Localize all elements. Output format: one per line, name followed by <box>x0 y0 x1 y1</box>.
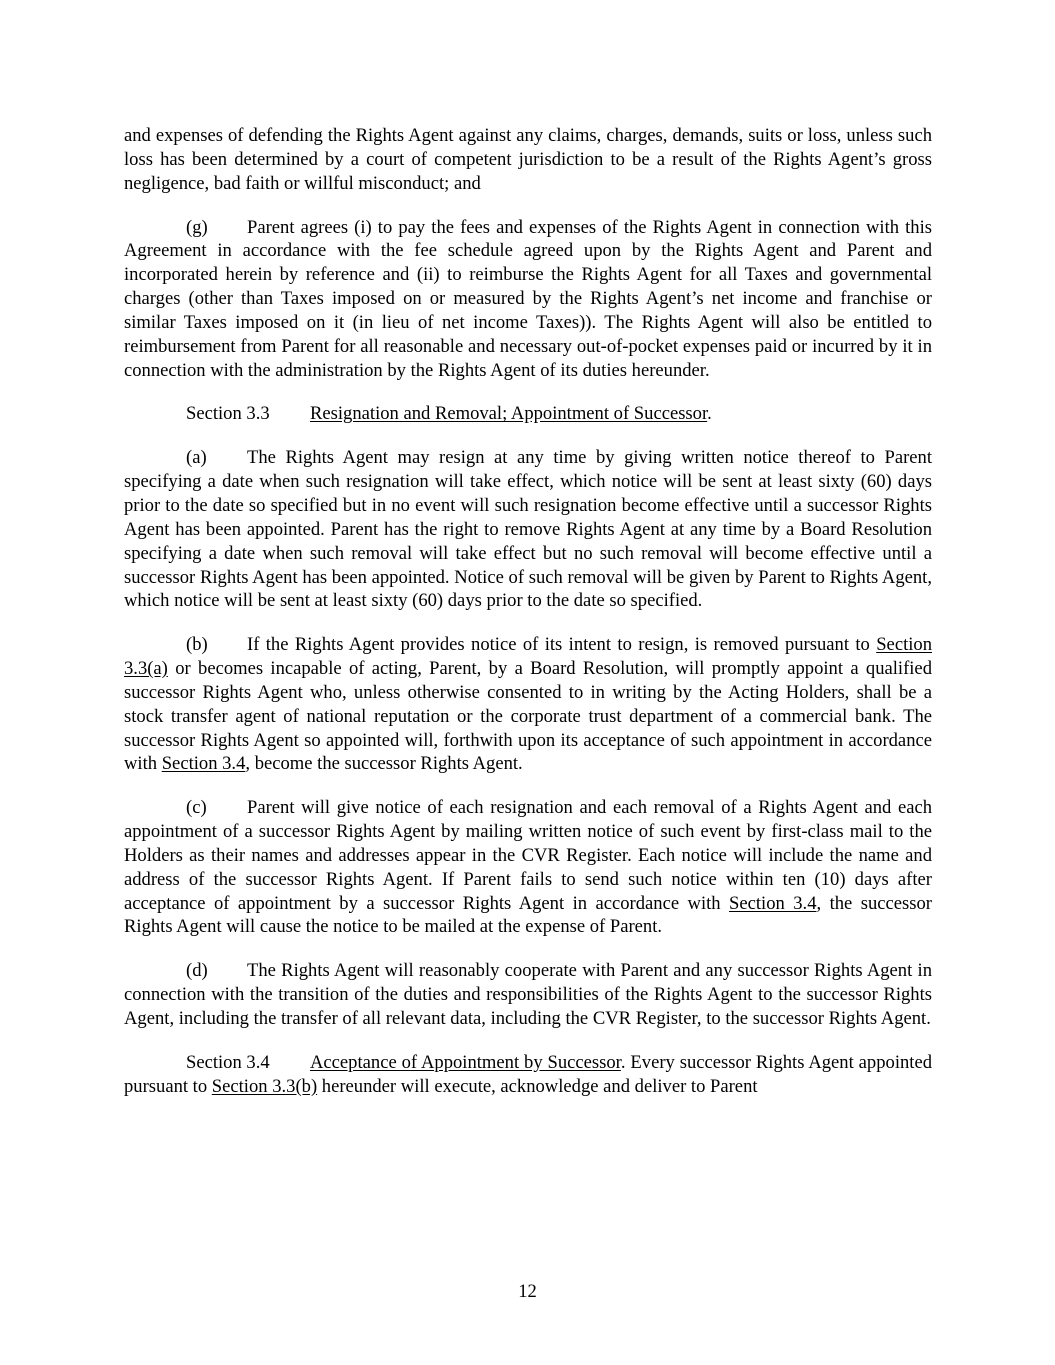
page-number: 12 <box>518 1281 537 1302</box>
paragraph-d-label: (d) <box>186 960 208 982</box>
paragraph-c-label: (c) <box>186 797 207 819</box>
paragraph-d <box>124 959 932 1031</box>
section-3-3-title: Resignation and Removal; Appointment of Successor <box>310 403 708 425</box>
intro-text: and expenses of defending the Rights Agent against any claims, charges, demands, suits or loss, unless such loss has been determined by a court of competent jurisdiction to be a result of the Rights Agent’s gross negligence, bad faith or willful misconduct; and <box>124 125 932 194</box>
paragraph-b-text-3: , become the successor Rights Agent. <box>245 753 523 775</box>
paragraph-intro <box>124 124 932 196</box>
paragraph-d-text: The Rights Agent will reasonably cooperate with Parent and any successor Rights Agent in connection with the transition of the duties and responsibilities of the Rights Agent to the successor Rights Agent, including the transfer of all relevant data, including the CVR Register, to the successor Rights Agent. <box>124 960 932 1029</box>
paragraph-a <box>124 446 932 613</box>
paragraph-b <box>124 633 932 776</box>
paragraph-b-label: (b) <box>186 634 208 656</box>
paragraph-g <box>124 216 932 383</box>
section-3-3-heading <box>124 402 932 426</box>
paragraph-b-text-1: If the Rights Agent provides notice of its intent to resign, is removed pursuant to <box>247 634 877 656</box>
document-page <box>124 124 932 1099</box>
section-3-3b-reference: Section 3.3(b) <box>211 1075 318 1097</box>
section-3-4-paragraph <box>124 1051 932 1099</box>
paragraph-b-text-2: or becomes incapable of acting, Parent, by a Board Resolution, will promptly appoint a qualified successor Rights Agent who, unless otherwise consented to in writing by the Acting Holders, shall be a stock transfer agent of national reputation or the corporate trust department of a commercial bank. The successor Rights Agent so appointed will, forthwith upon its acceptance of such appointment in accordance with <box>124 658 932 775</box>
section-3-4-text-2: hereunder will execute, acknowledge and deliver to Parent <box>317 1075 758 1097</box>
paragraph-g-label: (g) <box>186 216 208 238</box>
section-3-4-reference: Section 3.4 <box>729 892 817 914</box>
section-3-3a-reference: Section 3.3(a) <box>124 634 932 680</box>
section-3-3-title-end: . <box>707 403 712 425</box>
paragraph-a-label: (a) <box>186 447 207 469</box>
paragraph-a-text: The Rights Agent may resign at any time by giving written notice thereof to Parent specifying a date when such resignation will take effect, which notice will be sent at least sixty (60) days prior to the date so specified but in no event will such resignation become effective until a successor Rights Agent has been appointed. Parent has the right to remove Rights Agent at any time by a Board Resolution specifying a date when such removal will take effect but no such removal will become effective until a successor Rights Agent has been appointed. Notice of such removal will be given by Parent to Rights Agent, which notice will be sent at least sixty (60) days prior to the date so specified. <box>124 447 932 612</box>
section-3-4-reference: Section 3.4 <box>161 753 246 775</box>
paragraph-c-text-1: Parent will give notice of each resignation and each removal of a Rights Agent and each appointment of a successor Rights Agent by mailing written notice of such event by first-class mail to the Holders as their names and addresses appear in the CVR Register. Each notice will include the name and address of the successor Rights Agent. If Parent fails to send such notice within ten (10) days after acceptance of appointment by a successor Rights Agent in accordance with <box>124 797 932 914</box>
section-3-3-number: Section 3.3 <box>186 403 270 425</box>
paragraph-g-text: Parent agrees (i) to pay the fees and expenses of the Rights Agent in connection with this Agreement in accordance with the fee schedule agreed upon by the Rights Agent and Parent and incorporated herein by reference and (ii) to reimburse the Rights Agent for all Taxes and governmental charges (other than Taxes imposed on or measured by the Rights Agent’s net income and franchise or similar Taxes imposed on it (in lieu of net income Taxes)). The Rights Agent will also be entitled to reimbursement from Parent for all reasonable and necessary out-of-pocket expenses paid or incurred by it in connection with the administration by the Rights Agent of its duties hereunder. <box>124 216 932 381</box>
section-3-4-text-1: . Every successor Rights Agent appointed pursuant to <box>124 1051 932 1097</box>
paragraph-c-text-2: , the successor Rights Agent will cause the notice to be mailed at the expense of Parent. <box>124 892 932 938</box>
section-3-4-number: Section 3.4 <box>186 1051 270 1073</box>
paragraph-c <box>124 796 932 939</box>
section-3-4-title: Acceptance of Appointment by Successor <box>310 1051 621 1073</box>
